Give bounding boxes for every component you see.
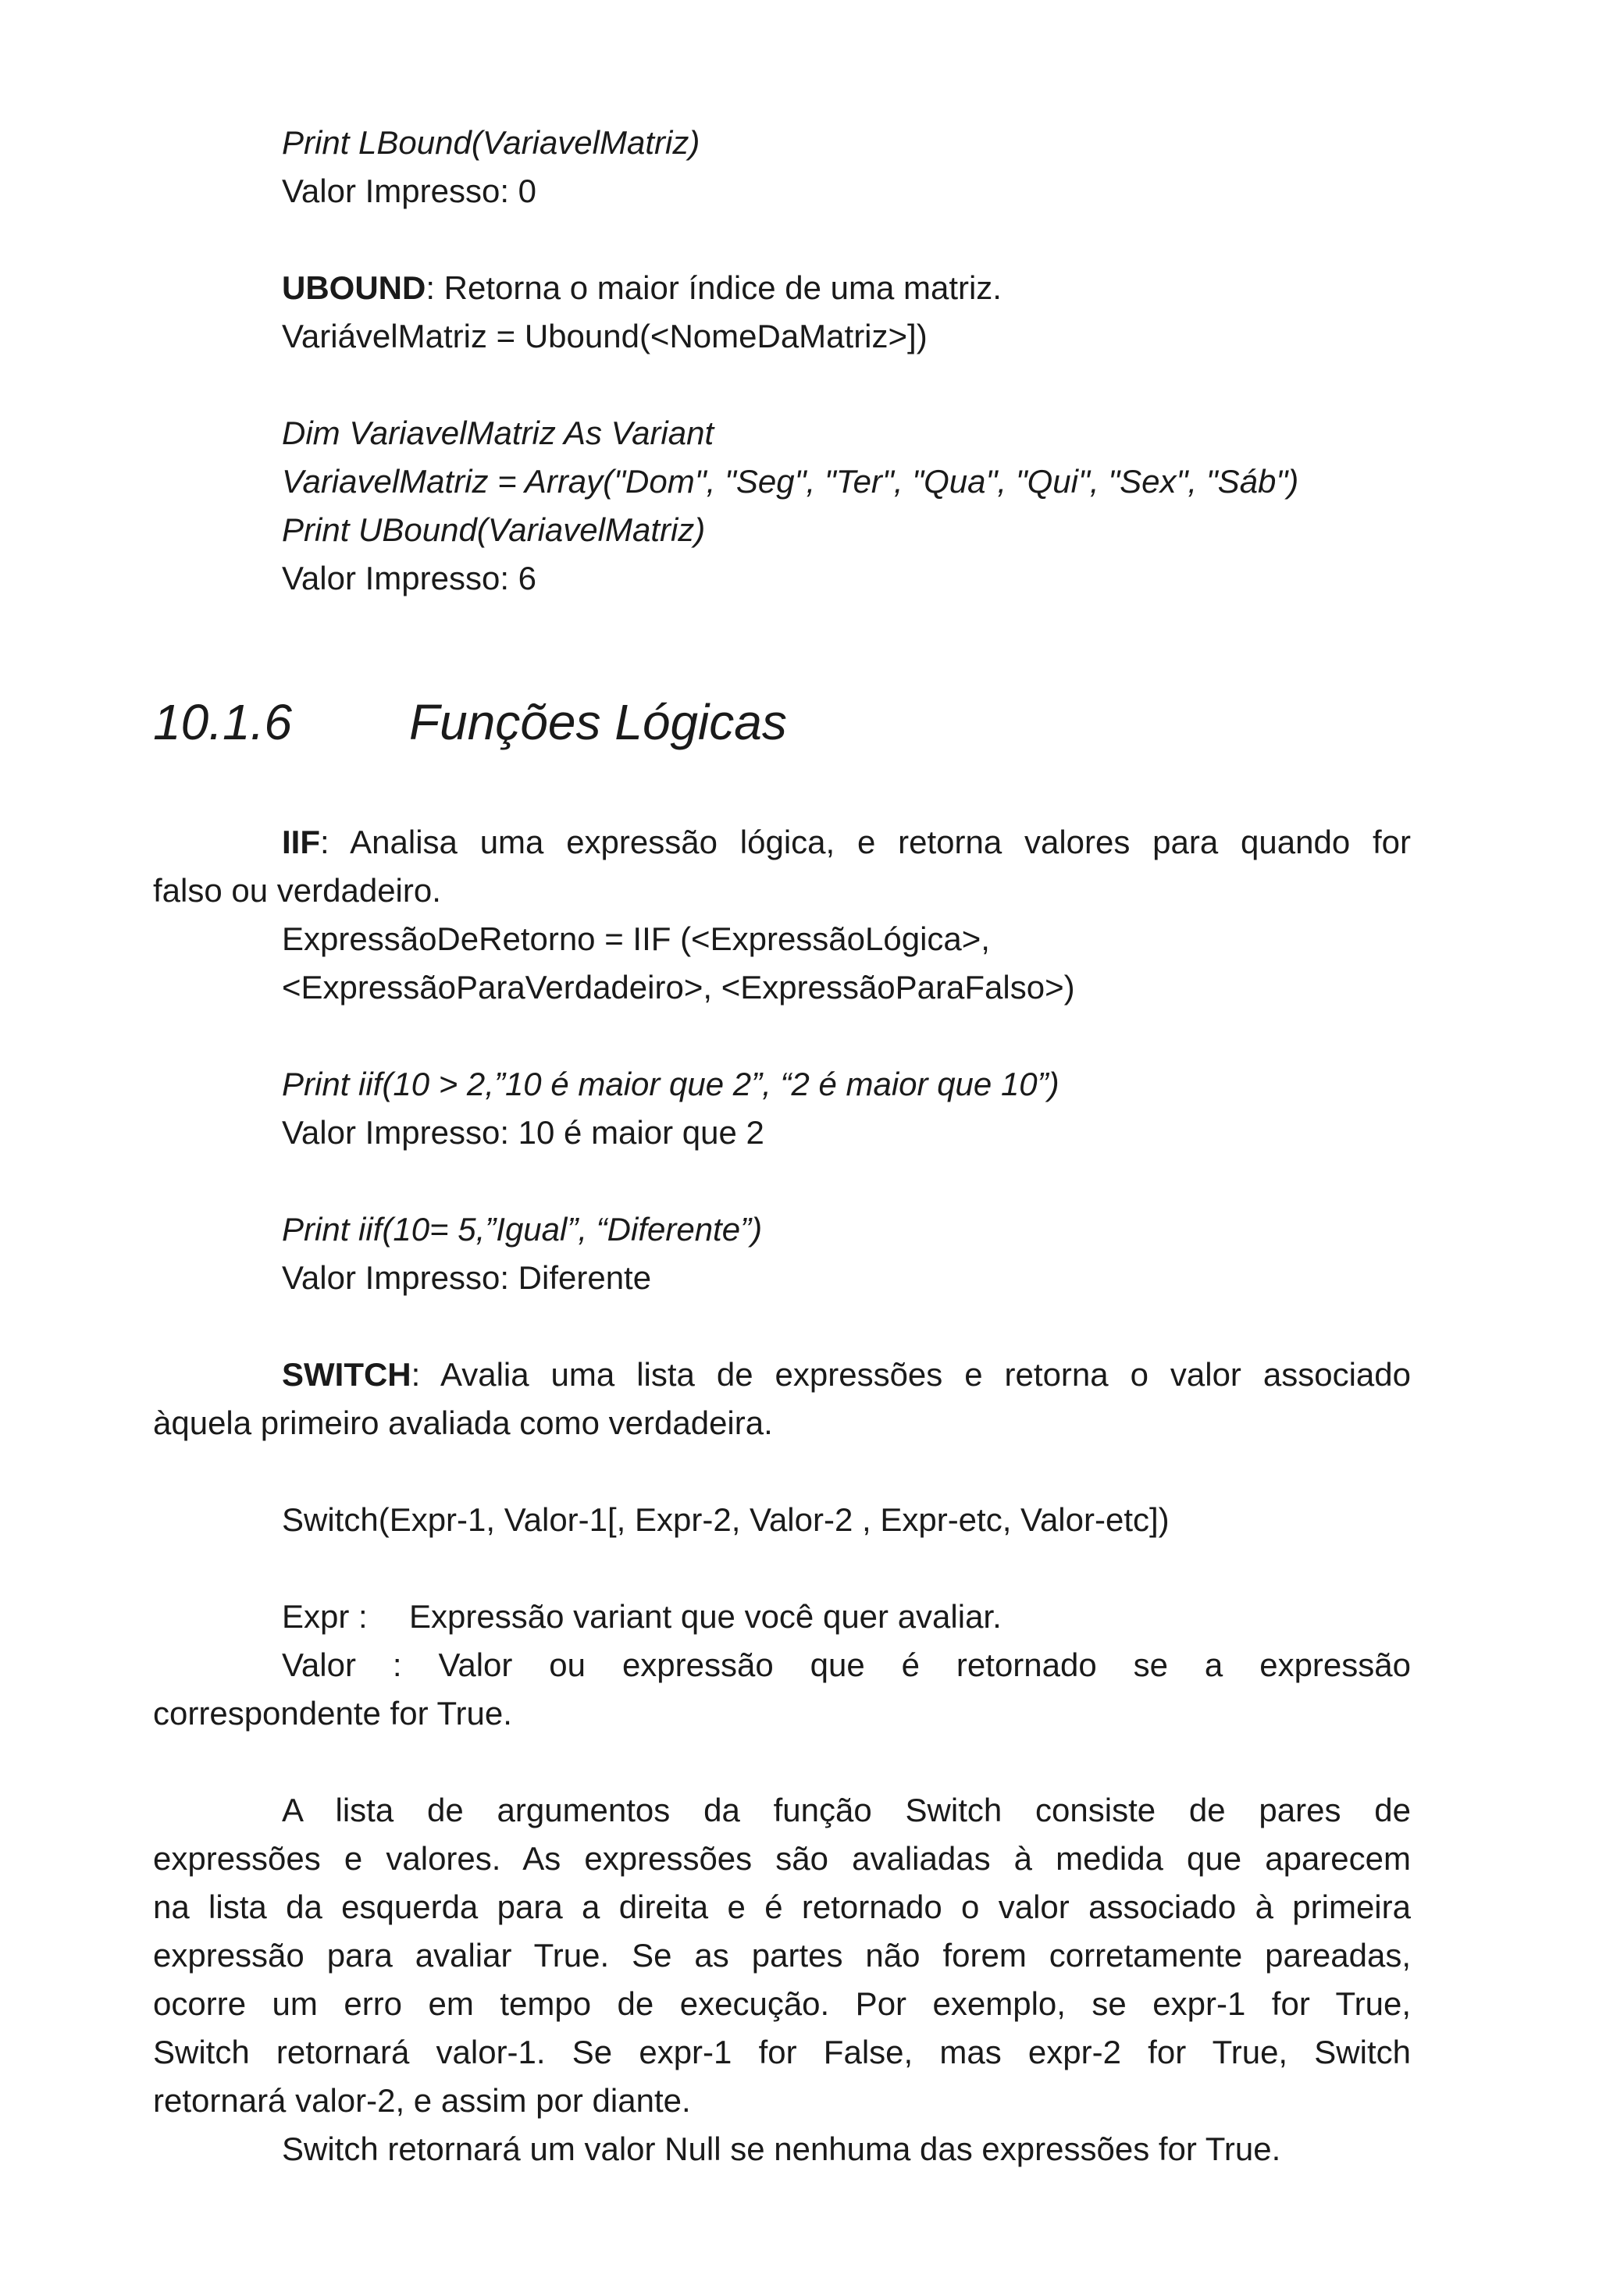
ubound-code-line-2: VariavelMatriz = Array("Dom", "Seg", "Ter", "Qua", "Qui", "Sex", "Sáb") — [282, 463, 1299, 500]
switch-keyword: SWITCH — [282, 1356, 411, 1393]
switch-description-line-2: àquela primeiro avaliada como verdadeira. — [153, 1404, 773, 1441]
lbound-result: Valor Impresso: 0 — [282, 173, 537, 209]
iif-syntax-line-1: ExpressãoDeRetorno = IIF (<ExpressãoLógica>, — [282, 920, 990, 957]
param-expr-label: Expr : — [282, 1598, 368, 1635]
paragraph-line: na lista da esquerda para a direita e é retornado o valor associado à primeira — [153, 1888, 1411, 1925]
ubound-definition — [282, 269, 1002, 306]
param-valor-line-2: correspondente for True. — [153, 1695, 512, 1732]
lbound-code-line: Print LBound(VariavelMatriz) — [282, 124, 700, 161]
iif-example-1-code: Print iif(10 > 2,”10 é maior que 2”, “2 é maior que 10”) — [282, 1066, 1059, 1102]
paragraph-line: ocorre um erro em tempo de execução. Por exemplo, se expr-1 for True, — [153, 1985, 1411, 2022]
iif-description-line-1 — [153, 826, 1411, 859]
iif-example-2-code: Print iif(10= 5,”Igual”, “Diferente”) — [282, 1211, 763, 1248]
iif-description-text: : Analisa uma expressão lógica, e retorna valores para quando for — [320, 824, 1411, 860]
ubound-keyword: UBOUND — [282, 269, 426, 306]
ubound-syntax: VariávelMatriz = Ubound(<NomeDaMatriz>]) — [282, 318, 928, 354]
ubound-description: : Retorna o maior índice de uma matriz. — [426, 269, 1002, 306]
switch-final-line: Switch retornará um valor Null se nenhuma das expressões for True. — [282, 2130, 1281, 2167]
iif-example-1-result: Valor Impresso: 10 é maior que 2 — [282, 1114, 764, 1151]
section-number: 10.1.6 — [153, 694, 292, 750]
paragraph-line: retornará valor-2, e assim por diante. — [153, 2082, 691, 2119]
ubound-code-line-1: Dim VariavelMatriz As Variant — [282, 415, 714, 451]
switch-syntax: Switch(Expr-1, Valor-1[, Expr-2, Valor-2 , Expr-etc, Valor-etc]) — [282, 1501, 1170, 1538]
param-expr-desc: Expressão variant que você quer avaliar. — [409, 1598, 1002, 1635]
switch-description-line-1 — [153, 1358, 1411, 1391]
param-valor-line-1: Valor : Valor ou expressão que é retornado se a expressão — [282, 1646, 1411, 1683]
paragraph-line: A lista de argumentos da função Switch consiste de pares de — [282, 1792, 1411, 1828]
paragraph-line: expressão para avaliar True. Se as partes não forem corretamente pareadas, — [153, 1937, 1411, 1974]
section-title: Funções Lógicas — [409, 694, 787, 750]
paragraph-line: expressões e valores. As expressões são avaliadas à medida que aparecem — [153, 1840, 1411, 1877]
ubound-result: Valor Impresso: 6 — [282, 560, 537, 596]
iif-description-line-2: falso ou verdadeiro. — [153, 872, 441, 909]
paragraph-line: Switch retornará valor-1. Se expr-1 for False, mas expr-2 for True, Switch — [153, 2034, 1411, 2070]
switch-description-text: : Avalia uma lista de expressões e retorna o valor associado — [411, 1356, 1411, 1393]
iif-keyword: IIF — [282, 824, 320, 860]
ubound-code-line-3: Print UBound(VariavelMatriz) — [282, 511, 706, 548]
iif-syntax-line-2: <ExpressãoParaVerdadeiro>, <ExpressãoParaFalso>) — [282, 969, 1075, 1006]
iif-example-2-result: Valor Impresso: Diferente — [282, 1259, 652, 1296]
